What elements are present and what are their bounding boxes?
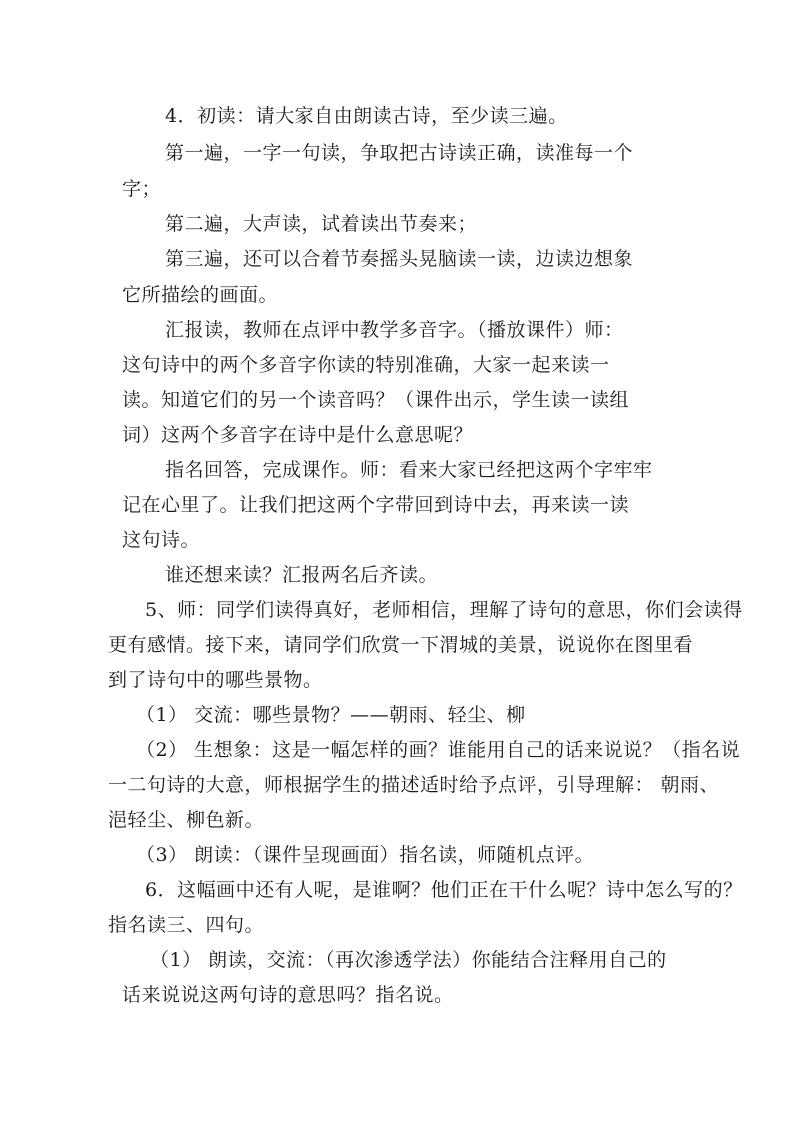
paragraph-line: 指名回答，完成课作。师：看来大家已经把这两个字牢牢 [165,459,653,481]
paragraph-line: （1） 朗读，交流：（再次渗透学法）你能结合注释用自己的 [150,949,667,971]
paragraph-line: （2） 生想象：这是一幅怎样的画？谁能用自己的话来说说？（指名说 [136,739,741,761]
paragraph-line: 指名读三、四句。 [108,914,265,936]
paragraph-line: 这句诗。 [122,529,201,551]
paragraph-line: 读。知道它们的另一个读音吗？（课件出示，学生读一读组 [122,389,630,411]
paragraph-line: 4．初读：请大家自由朗读古诗，至少读三遍。 [165,105,568,127]
paragraph-line: 它所描绘的画面。 [122,284,279,306]
paragraph-line: 谁还想来读？汇报两名后齐读。 [165,564,439,586]
paragraph-line: 第三遍，还可以合着节奏摇头晃脑读一读，边读边想象 [165,248,634,270]
paragraph-line: 第二遍，大声读，试着读出节奏来； [165,213,478,235]
paragraph-line: 到了诗句中的哪些景物。 [108,669,323,691]
paragraph-line: （3） 朗读：（课件呈现画面）指名读，师随机点评。 [136,844,595,866]
paragraph-line: 汇报读，教师在点评中教学多音字。（播放课件）师： [165,319,624,341]
paragraph-line: （1） 交流：哪些景物？——朝雨、轻尘、柳 [136,704,526,726]
paragraph-line: 字； [122,178,162,200]
paragraph-line: 词）这两个多音字在诗中是什么意思呢？ [122,424,474,446]
paragraph-line: 话来说说这两句诗的意思吗？指名说。 [122,984,454,1006]
paragraph-line: 更有感情。接下来，请同学们欣赏一下渭城的美景，说说你在图里看 [108,634,694,656]
paragraph-line: 第一遍，一字一句读，争取把古诗读正确，读准每一个 [165,142,634,164]
paragraph-line: 5、师：同学们读得真好，老师相信，理解了诗句的意思，你们会读得 [145,599,743,621]
paragraph-line: 6．这幅画中还有人呢，是谁啊？他们正在干什么呢？诗中怎么写的？ [145,879,743,901]
paragraph-line: 一二句诗的大意，师根据学生的描述适时给予点评，引导理解： 朝雨、 [108,774,720,796]
paragraph-line: 这句诗中的两个多音字你读的特别准确，大家一起来读一 [122,354,610,376]
paragraph-line: 浥轻尘、柳色新。 [108,809,265,831]
paragraph-line: 记在心里了。让我们把这两个字带回到诗中去，再来读一读 [122,494,630,516]
